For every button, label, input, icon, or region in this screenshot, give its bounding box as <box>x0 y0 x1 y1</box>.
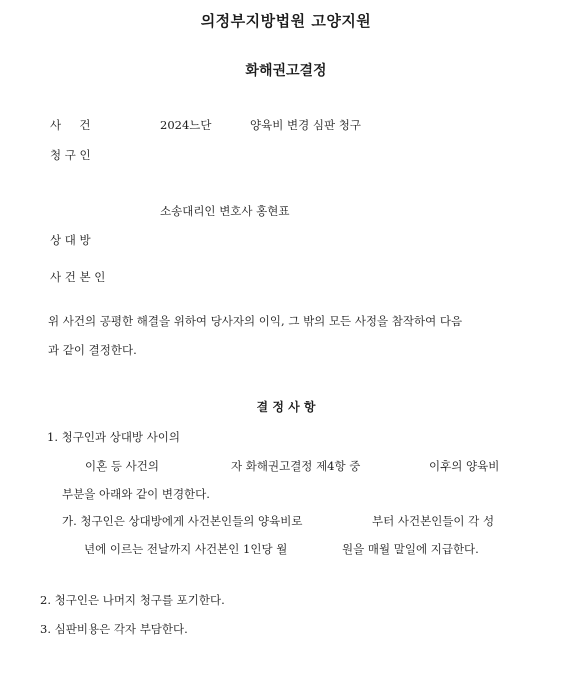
principal-label: 사 건 본 인 <box>50 270 106 284</box>
item-1-line-2a: 이혼 등 사건의 <box>85 459 159 473</box>
item-1-line-2b: 자 화해권고결정 제4항 중 <box>231 459 361 473</box>
intro-line-2: 과 같이 결정한다. <box>48 343 137 357</box>
item-1-line-2c: 이후의 양육비 <box>429 459 500 473</box>
court-name: 의정부지방법원 고양지원 <box>200 12 372 30</box>
item-1-sub-line-1a: 가. 청구인은 상대방에게 사건본인들의 양육비로 <box>62 514 303 528</box>
item-1-sub-line-2a: 년에 이르는 전날까지 사건본인 1인당 월 <box>84 542 288 556</box>
item-1-line-1: 1. 청구인과 상대방 사이의 <box>47 430 181 444</box>
representative: 소송대리인 변호사 홍현표 <box>160 204 290 218</box>
item-1-sub-line-1b: 부터 사건본인들이 각 성 <box>372 514 495 528</box>
item-1-line-3: 부분을 아래와 같이 변경한다. <box>62 487 210 501</box>
item-2: 2. 청구인은 나머지 청구를 포기한다. <box>40 593 225 607</box>
case-number: 2024느단 <box>160 118 212 132</box>
item-1-sub-line-2b: 원을 매월 말일에 지급한다. <box>342 542 479 556</box>
intro-line-1: 위 사건의 공평한 해결을 위하여 당사자의 이익, 그 밖의 모든 사정을 참작하여 다음 <box>48 314 463 328</box>
decision-heading: 결 정 사 항 <box>256 400 316 414</box>
case-name: 양육비 변경 심판 청구 <box>250 118 361 132</box>
item-3: 3. 심판비용은 각자 부담한다. <box>40 622 188 636</box>
respondent-label: 상 대 방 <box>50 233 91 247</box>
case-label: 사 건 <box>50 118 91 132</box>
claimant-label: 청 구 인 <box>50 148 91 162</box>
document-title: 화해권고결정 <box>245 63 327 79</box>
